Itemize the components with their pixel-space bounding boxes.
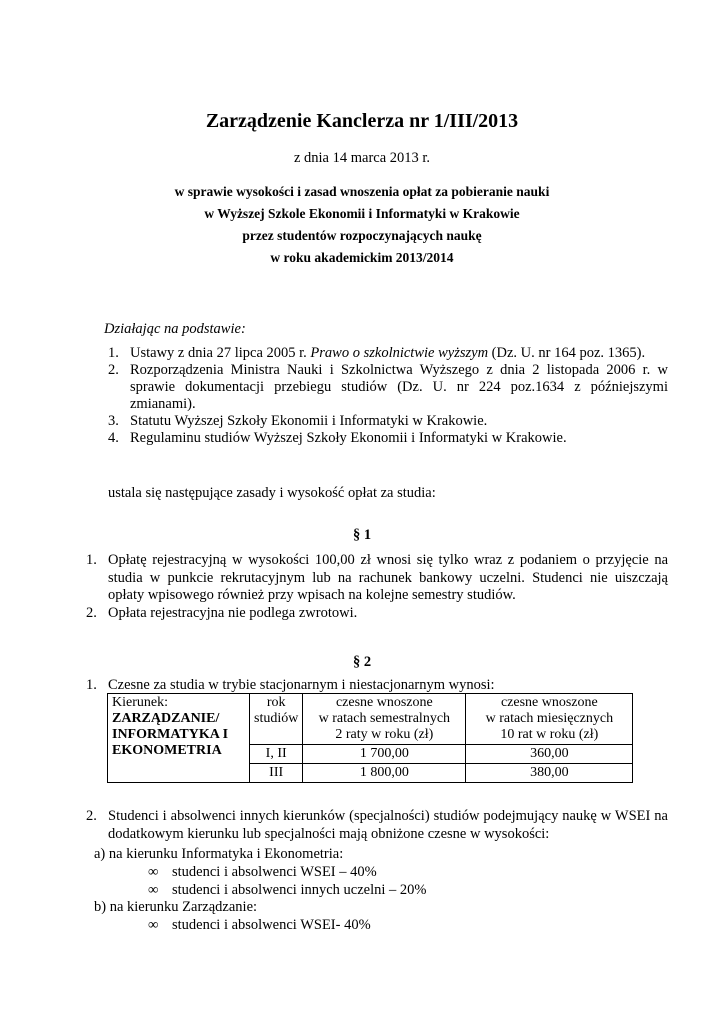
subject-line: w sprawie wysokości i zasad wnoszenia opłat za pobieranie nauki (174, 184, 550, 199)
item-number: 4. (108, 430, 119, 446)
basis-list (108, 345, 668, 447)
column-header-year: rok studiów (250, 694, 303, 745)
bullet-text: studenci i absolwenci WSEI – 40% (172, 864, 377, 880)
item-text: Regulaminu studiów Wyższej Szkoły Ekonomii i Informatyki w Krakowie. (130, 430, 567, 446)
basis-item (108, 430, 668, 447)
item-number: 1. (108, 345, 119, 361)
subject-line: w roku akademickim 2013/2014 (270, 250, 454, 265)
item-text: Czesne za studia w trybie stacjonarnym i niestacjonarnym wynosi: (108, 677, 495, 693)
section-heading: § 1 (352, 527, 372, 543)
act-title: Prawo o szkolnictwie wyższym (310, 345, 489, 361)
bullet-text: studenci i absolwenci WSEI- 40% (172, 917, 371, 933)
item-text: Opłata rejestracyjna nie podlega zwrotowi. (108, 604, 358, 621)
year-cell: III (250, 764, 303, 783)
section1-list (86, 552, 668, 622)
item-number: 2. (86, 808, 97, 824)
section2-item1 (86, 677, 668, 695)
program-label: Kierunek: (112, 695, 168, 710)
bullet-item (148, 864, 427, 882)
fees-table (107, 693, 633, 783)
item-number: 2. (108, 362, 119, 378)
infinity-bullet-icon: ∞ (148, 917, 159, 933)
item-number: 1. (86, 677, 97, 693)
program-cell (108, 694, 250, 783)
bullet-text: studenci i absolwenci innych uczelni – 20% (172, 881, 427, 898)
sublist-a-heading: a) na kierunku Informatyka i Ekonometria: (94, 846, 344, 862)
program-name: EKONOMETRIA (112, 743, 222, 758)
item-text: Rozporządzenia Ministra Nauki i Szkolnictwa Wyższego z dnia 2 listopada 2006 r. w sprawie dokumentacji przebiegu studiów (Dz. U. nr 224 poz.1634 z późniejszymi zmianami). (130, 362, 668, 412)
item-text: Opłatę rejestracyjną w wysokości 100,00 zł wnosi się tylko wraz z podaniem o przyjęcie na studia w punkcie rekrutacyjnym lub na rachunek bankowy uczelni. Studenci nie uiszczają opłaty wpisowego również przy wpisach na kolejne semestry studiów. (108, 552, 668, 603)
bullet-item (148, 917, 371, 935)
bullet-list-b (148, 917, 371, 935)
item-number: 1. (86, 552, 97, 568)
item-text: Ustawy z dnia 27 lipca 2005 r. (130, 345, 311, 361)
basis-item (108, 345, 668, 362)
program-name: INFORMATYKA I (112, 727, 229, 742)
basis-item (108, 413, 668, 430)
basis-heading: Działając na podstawie: (104, 321, 246, 337)
intro-text: ustala się następujące zasady i wysokość opłat za studia: (108, 485, 436, 501)
section-item (86, 605, 668, 623)
basis-item (108, 362, 668, 413)
year-cell: I, II (250, 745, 303, 764)
semester-fee-cell: 1 800,00 (303, 764, 466, 783)
monthly-fee-cell: 360,00 (466, 745, 633, 764)
item-number: 2. (86, 604, 97, 621)
infinity-bullet-icon: ∞ (148, 881, 159, 898)
semester-fee-cell: 1 700,00 (303, 745, 466, 764)
infinity-bullet-icon: ∞ (148, 864, 159, 880)
item-number: 3. (108, 413, 119, 429)
document-title: Zarządzenie Kanclerza nr 1/III/2013 (205, 110, 519, 132)
column-header-semester: czesne wnoszone w ratach semestralnych 2 raty w roku (zł) (303, 694, 466, 745)
sublist-b-heading: b) na kierunku Zarządzanie: (94, 899, 258, 915)
item-text: Statutu Wyższej Szkoły Ekonomii i Informatyki w Krakowie. (130, 413, 488, 429)
document-date: z dnia 14 marca 2013 r. (293, 150, 431, 166)
program-name: ZARZĄDZANIE/ (112, 711, 220, 726)
section2-item2 (86, 808, 668, 843)
subject-line: w Wyższej Szkole Ekonomii i Informatyki w Krakowie (204, 206, 520, 221)
item-text: Studenci i absolwenci innych kierunków (specjalności) studiów podejmujący naukę w WSEI na dodatkowym kierunku lub specjalności mają obniżone czesne w wysokości: (108, 808, 668, 842)
monthly-fee-cell: 380,00 (466, 764, 633, 783)
bullet-list-a (148, 864, 427, 899)
section-heading: § 2 (352, 654, 372, 670)
column-header-monthly: czesne wnoszone w ratach miesięcznych 10 rat w roku (zł) (466, 694, 633, 745)
bullet-item (148, 882, 427, 900)
section-item (86, 552, 668, 605)
item-text: (Dz. U. nr 164 poz. 1365). (488, 345, 646, 361)
table-header-row (108, 694, 633, 745)
subject-line: przez studentów rozpoczynających naukę (242, 228, 482, 243)
